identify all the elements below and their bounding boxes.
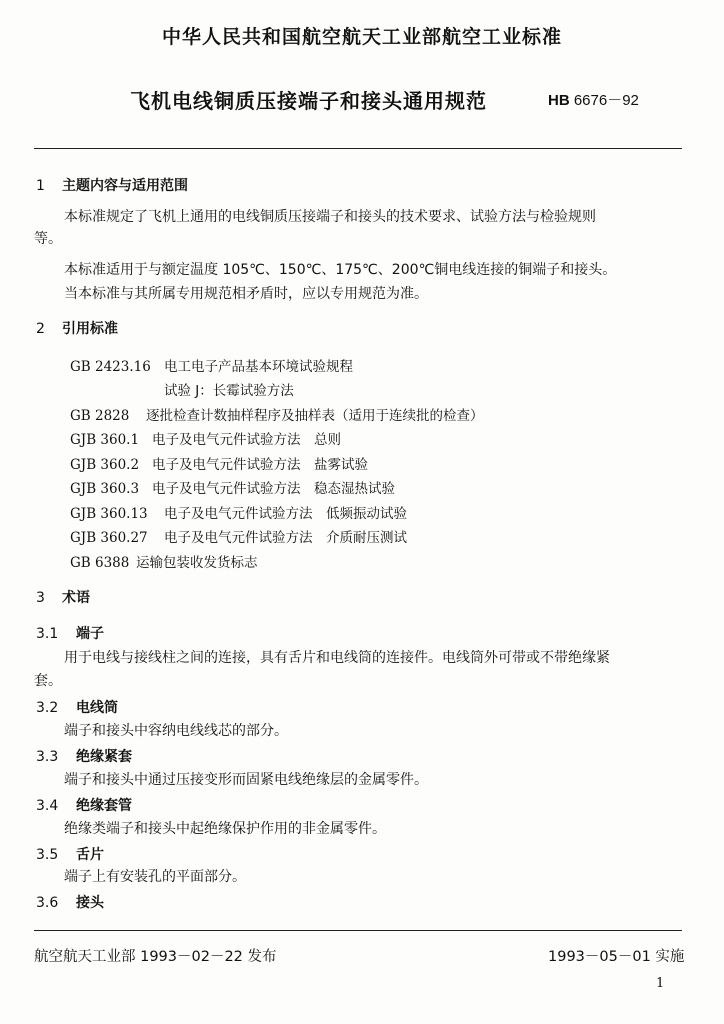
section-1-heading <box>36 175 188 195</box>
term-heading <box>36 623 104 643</box>
term-number: 3.2 <box>36 700 59 716</box>
term-title: 接头 <box>76 895 104 911</box>
reference-text: 电子及电气元件试验方法 盐雾试验 <box>152 457 368 473</box>
reference-item <box>70 526 407 546</box>
term-title: 电线筒 <box>76 700 118 716</box>
section-1-para-3: 当本标准与其所属专用规范相矛盾时，应以专用规范为准。 <box>64 286 428 302</box>
term-number: 3.6 <box>36 895 59 911</box>
issue-date: 航空航天工业部 1993－02－22 发布 <box>34 949 277 965</box>
reference-text: 电子及电气元件试验方法 介质耐压测试 <box>164 530 407 546</box>
reference-code: GJB 360.3 <box>70 481 140 497</box>
effective-date: 1993－05－01 实施 <box>548 949 685 965</box>
standard-body-header: 中华人民共和国航空航天工业部航空工业标准 <box>161 26 562 48</box>
section-3-heading <box>36 587 90 607</box>
term-number: 3.4 <box>36 798 59 814</box>
term-title: 绝缘套管 <box>76 798 132 814</box>
section-1-para-2: 本标准适用于与额定温度 105℃、150℃、175℃、200℃铜电线连接的铜端子和接头。 <box>64 262 617 278</box>
reference-code: GB 2423.16 <box>70 359 151 375</box>
term-number: 3.5 <box>36 847 59 863</box>
term-heading <box>36 746 132 766</box>
section-2-heading <box>36 318 118 338</box>
section-2-number: 2 <box>36 321 45 337</box>
term-heading <box>36 892 104 912</box>
term-definition: 用于电线与接线柱之间的连接，具有舌片和电线筒的连接件。电线筒外可带或不带绝缘紧 <box>64 650 610 666</box>
reference-text: 电子及电气元件试验方法 低频振动试验 <box>164 506 407 522</box>
reference-code: GJB 360.13 <box>70 506 148 522</box>
standard-code-prefix: HB <box>548 92 570 109</box>
term-definition: 端子上有安装孔的平面部分。 <box>64 869 246 885</box>
reference-text: 运输包装收发货标志 <box>136 555 258 571</box>
term-definition-cont: 套。 <box>34 673 62 689</box>
reference-item <box>70 502 407 522</box>
reference-text: 电工电子产品基本环境试验规程 <box>164 359 353 375</box>
term-definition: 端子和接头中容纳电线线芯的部分。 <box>64 723 288 739</box>
page-number: 1 <box>656 976 665 991</box>
term-title: 绝缘紧套 <box>76 749 132 765</box>
reference-text: 电子及电气元件试验方法 总则 <box>152 432 341 448</box>
reference-code: GB 6388 <box>70 555 130 571</box>
reference-item <box>70 477 395 497</box>
reference-code: GJB 360.27 <box>70 530 148 546</box>
section-1-para-1-cont: 等。 <box>34 231 62 247</box>
section-1-title: 主题内容与适用范围 <box>62 178 188 194</box>
reference-item <box>70 404 484 424</box>
section-1-number: 1 <box>36 178 45 194</box>
term-title: 端子 <box>76 626 104 642</box>
reference-text: 电子及电气元件试验方法 稳态湿热试验 <box>152 481 395 497</box>
term-number: 3.3 <box>36 749 59 765</box>
term-heading <box>36 795 132 815</box>
reference-item <box>70 355 353 375</box>
term-definition: 端子和接头中通过压接变形而固紧电线绝缘层的金属零件。 <box>64 772 428 788</box>
reference-code: GJB 360.2 <box>70 457 140 473</box>
standard-code <box>548 89 639 110</box>
reference-code: GJB 360.1 <box>70 432 140 448</box>
section-3-title: 术语 <box>62 590 90 606</box>
reference-item <box>70 453 368 473</box>
top-rule <box>34 148 682 149</box>
bottom-rule <box>34 930 682 931</box>
term-heading <box>36 697 118 717</box>
term-heading <box>36 844 104 864</box>
reference-item <box>70 379 294 399</box>
reference-item <box>70 428 341 448</box>
term-title: 舌片 <box>76 847 104 863</box>
reference-item <box>70 551 258 571</box>
reference-text: 试验 J：长霉试验方法 <box>164 383 294 399</box>
section-1-para-1: 本标准规定了飞机上通用的电线铜质压接端子和接头的技术要求、试验方法与检验规则 <box>64 209 596 225</box>
term-definition: 绝缘类端子和接头中起绝缘保护作用的非金属零件。 <box>64 821 386 837</box>
standard-code-number: 6676－92 <box>573 92 639 109</box>
section-3-number: 3 <box>36 590 45 606</box>
section-2-title: 引用标准 <box>62 321 118 337</box>
reference-text: 逐批检查计数抽样程序及抽样表（适用于连续批的检查） <box>146 408 484 424</box>
reference-code: GB 2828 <box>70 408 130 424</box>
term-number: 3.1 <box>36 626 59 642</box>
document-title: 飞机电线铜质压接端子和接头通用规范 <box>130 89 487 113</box>
